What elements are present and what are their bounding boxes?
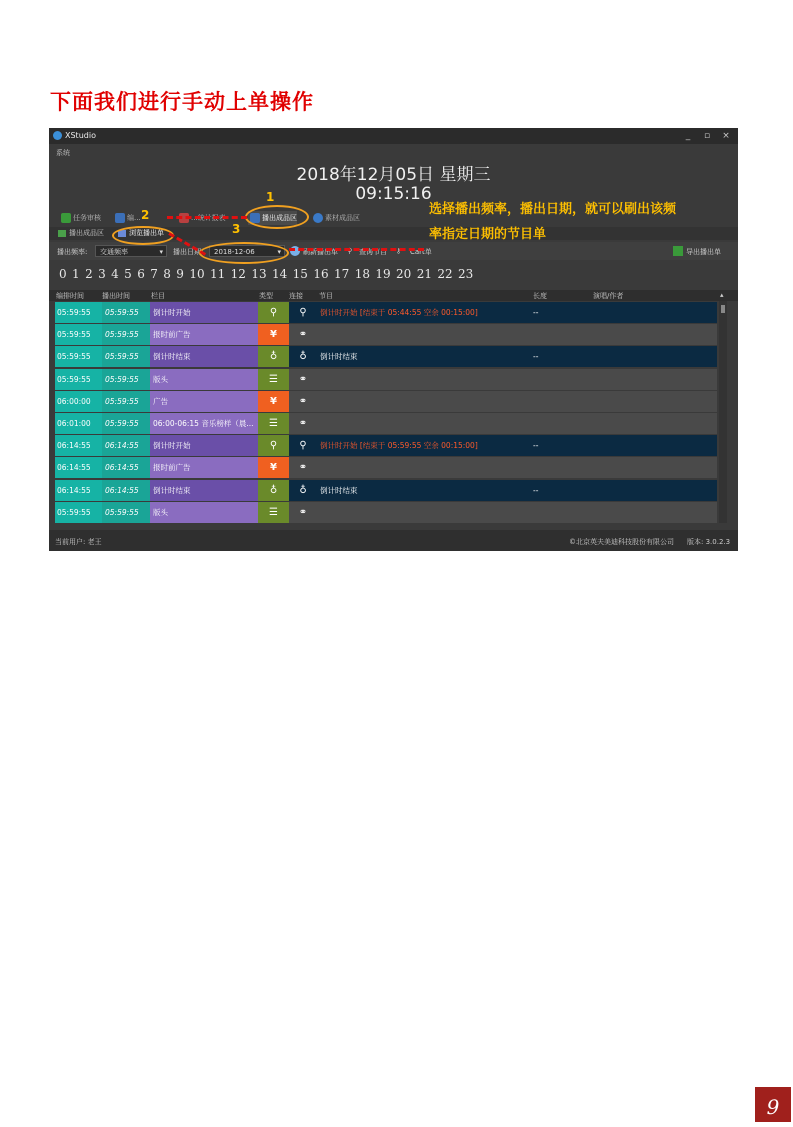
cart-button[interactable]: Cart单 bbox=[410, 248, 432, 256]
cell-column: 06:00-06:15 音乐榜样（晨... bbox=[150, 413, 258, 434]
cell-air-time: 05:59:55 bbox=[102, 324, 150, 345]
cell-schedule-time: 05:59:55 bbox=[55, 346, 102, 367]
query-button[interactable]: 查询节目 bbox=[359, 248, 387, 256]
col-link: 连接 bbox=[289, 292, 303, 300]
cell-type-icon: ⚲ bbox=[258, 435, 289, 456]
arrow-annotation bbox=[289, 248, 424, 251]
cell-column: 版头 bbox=[150, 502, 258, 523]
cell-length bbox=[533, 502, 573, 523]
app-logo-icon bbox=[53, 131, 62, 140]
highlight-oval-3 bbox=[199, 242, 289, 264]
hour-4[interactable]: 4 bbox=[111, 267, 119, 281]
cell-schedule-time: 05:59:55 bbox=[55, 302, 102, 323]
step-3: 3 bbox=[232, 222, 241, 236]
cell-length: -- bbox=[533, 485, 539, 495]
highlight-oval-2 bbox=[112, 226, 174, 245]
cell-program bbox=[317, 391, 717, 412]
shield-icon bbox=[61, 213, 71, 223]
cell-type-icon: ☰ bbox=[258, 369, 289, 390]
title-bar bbox=[49, 128, 738, 144]
tab-material-area[interactable]: 素材成品区 bbox=[311, 211, 360, 225]
col-program: 节目 bbox=[319, 292, 333, 300]
cell-type-icon: ♁ bbox=[258, 346, 289, 367]
cell-length bbox=[533, 369, 573, 390]
chevron-down-icon: ▾ bbox=[159, 248, 163, 256]
window-title: XStudio bbox=[65, 131, 96, 140]
table-header bbox=[49, 290, 738, 301]
cell-link-icon: ⚭ bbox=[289, 391, 317, 412]
current-user: 当前用户: 老王 bbox=[55, 538, 102, 546]
annotation-line-1: 选择播出频率，播出日期，就可以刷出该频 bbox=[429, 202, 677, 217]
arrow-2 bbox=[167, 216, 247, 219]
date-picker[interactable]: 2018-12-06 ▾ bbox=[209, 245, 285, 257]
cell-air-time: 05:59:55 bbox=[102, 369, 150, 390]
hour-20[interactable]: 20 bbox=[396, 267, 412, 281]
cell-type-icon: ¥ bbox=[258, 457, 289, 478]
channel-select[interactable]: 交通频率 ▾ bbox=[95, 245, 167, 257]
cell-link-icon: ⚭ bbox=[289, 413, 317, 434]
cell-program bbox=[317, 502, 717, 523]
cell-link-icon: ⚭ bbox=[289, 457, 317, 478]
hour-8[interactable]: 8 bbox=[163, 267, 171, 281]
cell-link-icon: ⚭ bbox=[289, 369, 317, 390]
hour-1[interactable]: 1 bbox=[72, 267, 80, 281]
hour-16[interactable]: 16 bbox=[313, 267, 329, 281]
hour-21[interactable]: 21 bbox=[416, 267, 432, 281]
table-row[interactable] bbox=[55, 369, 717, 390]
hour-0[interactable]: 0 bbox=[59, 267, 67, 281]
tab-task-review[interactable]: 任务审核 bbox=[59, 211, 101, 225]
cell-type-icon: ⚲ bbox=[258, 302, 289, 323]
cell-program: 倒计时结束 bbox=[317, 480, 717, 501]
highlight-oval-1 bbox=[245, 205, 309, 229]
search-icon: ⚲ bbox=[347, 247, 353, 255]
cell-link-icon: ♁ bbox=[289, 346, 317, 367]
hour-12[interactable]: 12 bbox=[230, 267, 246, 281]
cell-column: 倒计时结束 bbox=[150, 346, 258, 367]
table-row[interactable] bbox=[55, 324, 717, 345]
cell-air-time: 06:14:55 bbox=[102, 480, 150, 501]
cell-length bbox=[533, 413, 573, 434]
cell-column: 倒计时开始 bbox=[150, 435, 258, 456]
cell-link-icon: ♁ bbox=[289, 480, 317, 501]
cell-length bbox=[533, 457, 573, 478]
cell-schedule-time: 05:59:55 bbox=[55, 324, 102, 345]
hour-15[interactable]: 15 bbox=[292, 267, 308, 281]
cell-column: 报时前广告 bbox=[150, 457, 258, 478]
hour-13[interactable]: 13 bbox=[251, 267, 267, 281]
hour-selector bbox=[59, 267, 479, 281]
tab-broadcast-area[interactable]: 播出成品区 bbox=[248, 211, 297, 225]
page-number: 9 bbox=[755, 1087, 791, 1122]
col-length: 长度 bbox=[533, 292, 547, 300]
annotation-line-2: 率指定日期的节目单 bbox=[429, 227, 547, 242]
cell-column: 倒计时结束 bbox=[150, 480, 258, 501]
cell-length: -- bbox=[533, 441, 539, 451]
menu-system[interactable]: 系统 bbox=[56, 149, 70, 157]
hour-7[interactable]: 7 bbox=[150, 267, 158, 281]
cell-type-icon: ¥ bbox=[258, 324, 289, 345]
col-column: 栏目 bbox=[151, 292, 165, 300]
cell-column: 广告 bbox=[150, 391, 258, 412]
status-bar bbox=[49, 530, 738, 551]
cell-program bbox=[317, 324, 717, 345]
export-icon bbox=[673, 246, 683, 256]
hour-3[interactable]: 3 bbox=[98, 267, 106, 281]
cell-program: 倒计时开始 [结束于 05:44:55 空余 00:15:00] bbox=[317, 302, 717, 323]
col-artist: 演唱/作者 bbox=[593, 292, 624, 300]
cell-program bbox=[317, 369, 717, 390]
cell-column: 倒计时开始 bbox=[150, 302, 258, 323]
cell-length bbox=[533, 324, 573, 345]
cell-link-icon: ⚭ bbox=[289, 502, 317, 523]
col-time: 编排时间 bbox=[56, 292, 84, 300]
list-icon bbox=[58, 230, 66, 237]
hour-2[interactable]: 2 bbox=[85, 267, 93, 281]
page-heading: 下面我们进行手动上单操作 bbox=[50, 90, 314, 114]
cell-length: -- bbox=[533, 308, 539, 317]
cell-air-time: 05:59:55 bbox=[102, 346, 150, 367]
table-row[interactable] bbox=[55, 457, 717, 478]
cell-program bbox=[317, 457, 717, 478]
cell-schedule-time: 06:14:55 bbox=[55, 435, 102, 456]
scrollbar[interactable] bbox=[719, 301, 727, 523]
app-screenshot bbox=[49, 128, 738, 551]
step-1: 1 bbox=[266, 190, 275, 204]
cell-air-time: 06:14:55 bbox=[102, 435, 150, 456]
table-row[interactable] bbox=[55, 502, 717, 523]
clock-time: 09:15:16 bbox=[355, 184, 432, 204]
close-button[interactable]: × bbox=[722, 131, 730, 141]
hour-10[interactable]: 10 bbox=[189, 267, 205, 281]
scroll-up-icon[interactable]: ▴ bbox=[720, 291, 724, 299]
hour-18[interactable]: 18 bbox=[354, 267, 370, 281]
tab-stats[interactable]: ...统计报表 bbox=[177, 211, 226, 225]
step-2: 2 bbox=[141, 208, 150, 222]
maximize-button[interactable]: ▫ bbox=[703, 131, 711, 141]
cell-air-time: 05:59:55 bbox=[102, 413, 150, 434]
scroll-thumb[interactable] bbox=[721, 305, 725, 313]
cell-schedule-time: 06:14:55 bbox=[55, 480, 102, 501]
channel-label: 播出频率: bbox=[57, 248, 88, 256]
table-row[interactable] bbox=[55, 435, 717, 456]
hour-17[interactable]: 17 bbox=[334, 267, 350, 281]
clock-date: 2018年12月05日 星期三 bbox=[296, 165, 491, 185]
table-row[interactable] bbox=[55, 302, 717, 323]
cell-program: 倒计时开始 [结束于 05:59:55 空余 00:15:00] bbox=[317, 435, 717, 456]
cell-link-icon: ⚲ bbox=[289, 435, 317, 456]
cell-type-icon: ☰ bbox=[258, 413, 289, 434]
cell-schedule-time: 06:00:00 bbox=[55, 391, 102, 412]
cell-column: 报时前广告 bbox=[150, 324, 258, 345]
cell-program bbox=[317, 413, 717, 434]
minimize-button[interactable]: _ bbox=[685, 131, 691, 141]
hour-14[interactable]: 14 bbox=[272, 267, 288, 281]
date-label: 播出日期: bbox=[173, 248, 204, 256]
cell-schedule-time: 06:01:00 bbox=[55, 413, 102, 434]
hour-11[interactable]: 11 bbox=[209, 267, 226, 281]
cell-schedule-time: 05:59:55 bbox=[55, 502, 102, 523]
cell-air-time: 05:59:55 bbox=[102, 502, 150, 523]
version: 版本: 3.0.2.3 bbox=[687, 538, 731, 546]
cell-type-icon: ♁ bbox=[258, 480, 289, 501]
subtab-browse-schedule[interactable]: 浏览播出单 bbox=[117, 228, 164, 239]
hour-6[interactable]: 6 bbox=[137, 267, 145, 281]
export-button[interactable]: 导出播出单 bbox=[686, 248, 721, 256]
hour-23[interactable]: 23 bbox=[458, 267, 474, 281]
cell-type-icon: ☰ bbox=[258, 502, 289, 523]
key-icon: ⚷ bbox=[396, 247, 402, 255]
table-row[interactable] bbox=[55, 391, 717, 412]
toolbar bbox=[49, 242, 738, 260]
cell-air-time: 05:59:55 bbox=[102, 302, 150, 323]
col-type: 类型 bbox=[259, 292, 273, 300]
tab-edit[interactable]: 编... bbox=[113, 211, 141, 225]
cell-link-icon: ⚭ bbox=[289, 324, 317, 345]
table-row[interactable] bbox=[55, 480, 717, 501]
refresh-button[interactable]: 刷新播出单 bbox=[303, 248, 338, 256]
table-row[interactable] bbox=[55, 346, 717, 367]
cell-length bbox=[533, 391, 573, 412]
cell-program: 倒计时结束 bbox=[317, 346, 717, 367]
cell-type-icon: ¥ bbox=[258, 391, 289, 412]
col-air: 播出时间 bbox=[102, 292, 130, 300]
globe-icon bbox=[313, 213, 323, 223]
subtab-broadcast-area[interactable]: 播出成品区 bbox=[57, 228, 104, 239]
cell-length: -- bbox=[533, 352, 539, 362]
cell-schedule-time: 06:14:55 bbox=[55, 457, 102, 478]
copyright: ©北京英夫美迪科技股份有限公司 bbox=[569, 538, 674, 546]
hour-9[interactable]: 9 bbox=[176, 267, 184, 281]
chevron-down-icon: ▾ bbox=[277, 248, 281, 256]
cell-column: 版头 bbox=[150, 369, 258, 390]
cell-link-icon: ⚲ bbox=[289, 302, 317, 323]
edit-icon bbox=[115, 213, 125, 223]
hour-19[interactable]: 19 bbox=[375, 267, 391, 281]
cell-schedule-time: 05:59:55 bbox=[55, 369, 102, 390]
cell-air-time: 05:59:55 bbox=[102, 391, 150, 412]
hour-5[interactable]: 5 bbox=[124, 267, 132, 281]
cell-air-time: 06:14:55 bbox=[102, 457, 150, 478]
hour-22[interactable]: 22 bbox=[437, 267, 453, 281]
table-row[interactable] bbox=[55, 413, 717, 434]
